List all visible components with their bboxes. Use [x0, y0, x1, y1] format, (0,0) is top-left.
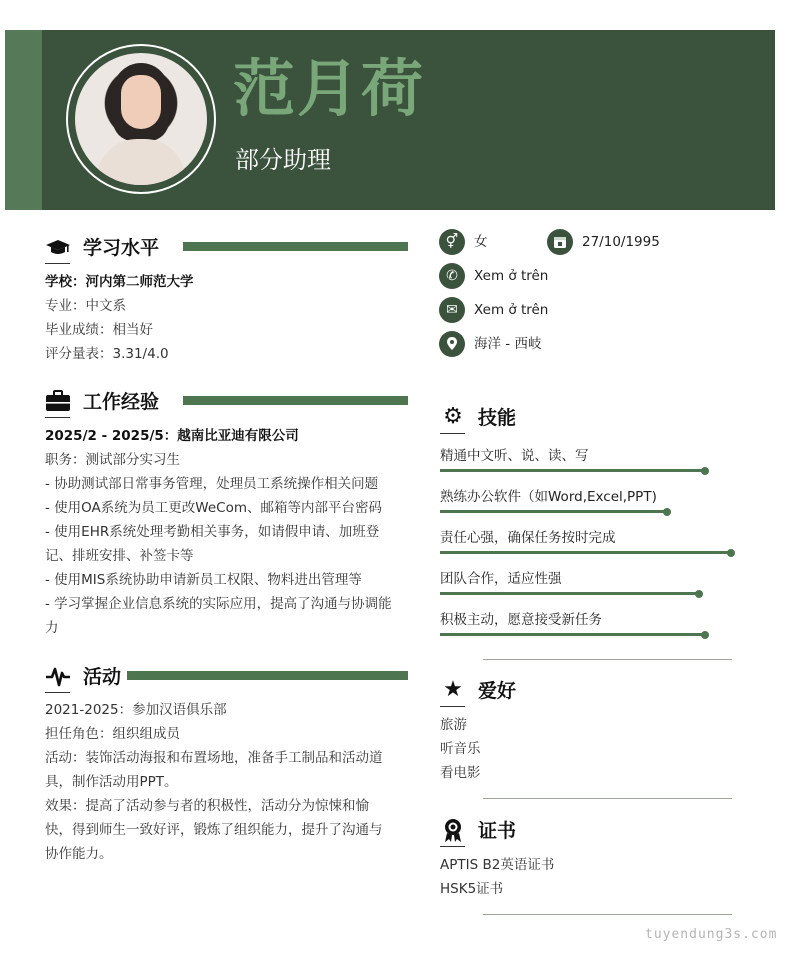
section-education-header: [45, 232, 408, 262]
section-bar: [183, 242, 408, 251]
section-certificates-title: 证书: [478, 820, 517, 842]
experience-line: - 使用EHR系统处理考勤相关事务，如请假申请、加班登: [45, 524, 380, 540]
skill-bar-dot: [701, 631, 709, 639]
skill-label: 责任心强，确保任务按时完成: [440, 530, 616, 546]
gear-icon: ⚙: [443, 404, 463, 429]
skill-bar-dot: [701, 467, 709, 475]
experience-line: - 使用MIS系统协助申请新员工权限、物料进出管理等: [45, 572, 362, 588]
activities-line: 担任角色：组织组成员: [45, 726, 180, 742]
skill-bar: [440, 633, 705, 636]
skill-bar: [440, 592, 699, 595]
skill-bar: [440, 551, 731, 554]
experience-line: 力: [45, 620, 59, 636]
education-content: [45, 270, 408, 366]
experience-period-company: 2025/2 - 2025/5：越南比亚迪有限公司: [45, 428, 299, 444]
contact-phone: Xem ở trên: [474, 268, 549, 284]
hobby-item: 听音乐: [440, 741, 481, 757]
experience-line: 记、排班安排、补签卡等: [45, 548, 194, 564]
section-education-title: 学习水平: [83, 237, 160, 259]
activities-line: 活动：装饰活动海报和布置场地，准备手工制品和活动道: [45, 750, 383, 766]
contact-address: 海洋 - 西岐: [474, 336, 542, 352]
section-bar: [183, 396, 408, 405]
map-pin-icon: [439, 331, 465, 357]
watermark: tuyendung3s.com: [645, 927, 778, 942]
briefcase-icon: [45, 388, 71, 414]
skill-bar-dot: [727, 549, 735, 557]
envelope-icon: ✉: [439, 297, 465, 323]
section-divider: [483, 798, 732, 799]
contact-birthday: 27/10/1995: [582, 234, 660, 250]
job-title: 部分助理: [235, 146, 331, 174]
pulse-icon: [45, 663, 71, 689]
skill-bar-dot: [663, 508, 671, 516]
avatar-ring: [66, 44, 216, 194]
avatar: [75, 53, 207, 185]
gender-icon: ⚥: [439, 229, 465, 255]
section-divider: [483, 659, 732, 660]
certificate-item: HSK5证书: [440, 881, 504, 897]
experience-content: [45, 424, 413, 640]
header-banner: [5, 30, 775, 210]
section-activities-header: [45, 661, 408, 691]
section-activities-title: 活动: [83, 666, 122, 688]
certificate-item: APTIS B2英语证书: [440, 857, 555, 873]
activities-line: 效果：提高了活动参与者的积极性，活动分为惊悚和愉: [45, 798, 369, 814]
section-experience-title: 工作经验: [83, 391, 160, 413]
skill-bar-dot: [695, 590, 703, 598]
section-divider: [483, 914, 732, 915]
medal-icon: [440, 817, 466, 843]
education-grade: 毕业成绩：相当好: [45, 322, 153, 338]
experience-line: - 使用OA系统为员工更改WeCom、邮箱等内部平台密码: [45, 500, 382, 516]
skill-label: 团队合作，适应性强: [440, 571, 562, 587]
skill-bar: [440, 469, 705, 472]
skill-label: 熟练办公软件（如Word,Excel,PPT): [440, 489, 657, 505]
activities-line: 2021-2025：参加汉语俱乐部: [45, 702, 227, 718]
star-icon: ★: [443, 677, 463, 702]
phone-icon: ✆: [439, 263, 465, 289]
activities-line: 快，得到师生一致好评，锻炼了组织能力，提升了沟通与: [45, 822, 383, 838]
section-hobbies-title: 爱好: [478, 680, 517, 702]
calendar-icon: [547, 229, 573, 255]
experience-line: 职务：测试部分实习生: [45, 452, 180, 468]
certificates-list: [440, 853, 740, 901]
activities-line: 协作能力。: [45, 846, 113, 862]
education-school: 学校：河内第二师范大学: [45, 274, 194, 290]
hobby-item: 旅游: [440, 717, 467, 733]
contact-gender: 女: [474, 234, 488, 250]
section-certificates-header: [440, 815, 740, 845]
experience-line: - 协助测试部日常事务管理，处理员工系统操作相关问题: [45, 476, 379, 492]
section-bar: [127, 671, 408, 680]
hobby-item: 看电影: [440, 765, 481, 781]
experience-line: - 学习掌握企业信息系统的实际应用，提高了沟通与协调能: [45, 596, 392, 612]
header-accent-strip: [5, 30, 42, 210]
education-gpa: 评分量表：3.31/4.0: [45, 346, 169, 362]
education-major: 专业：中文系: [45, 298, 126, 314]
skill-label: 精通中文听、说、读、写: [440, 448, 589, 464]
section-experience-header: [45, 386, 408, 416]
hobbies-list: [440, 713, 740, 785]
candidate-name: 范月荷: [233, 52, 426, 125]
contact-email: Xem ở trên: [474, 302, 549, 318]
section-skills-header: [440, 402, 740, 432]
activities-line: 具，制作活动用PPT。: [45, 774, 178, 790]
skill-bar: [440, 510, 667, 513]
section-hobbies-header: [440, 675, 740, 705]
activities-content: [45, 698, 413, 866]
graduation-cap-icon: [45, 234, 71, 260]
section-skills-title: 技能: [478, 407, 517, 429]
skill-label: 积极主动，愿意接受新任务: [440, 612, 602, 628]
